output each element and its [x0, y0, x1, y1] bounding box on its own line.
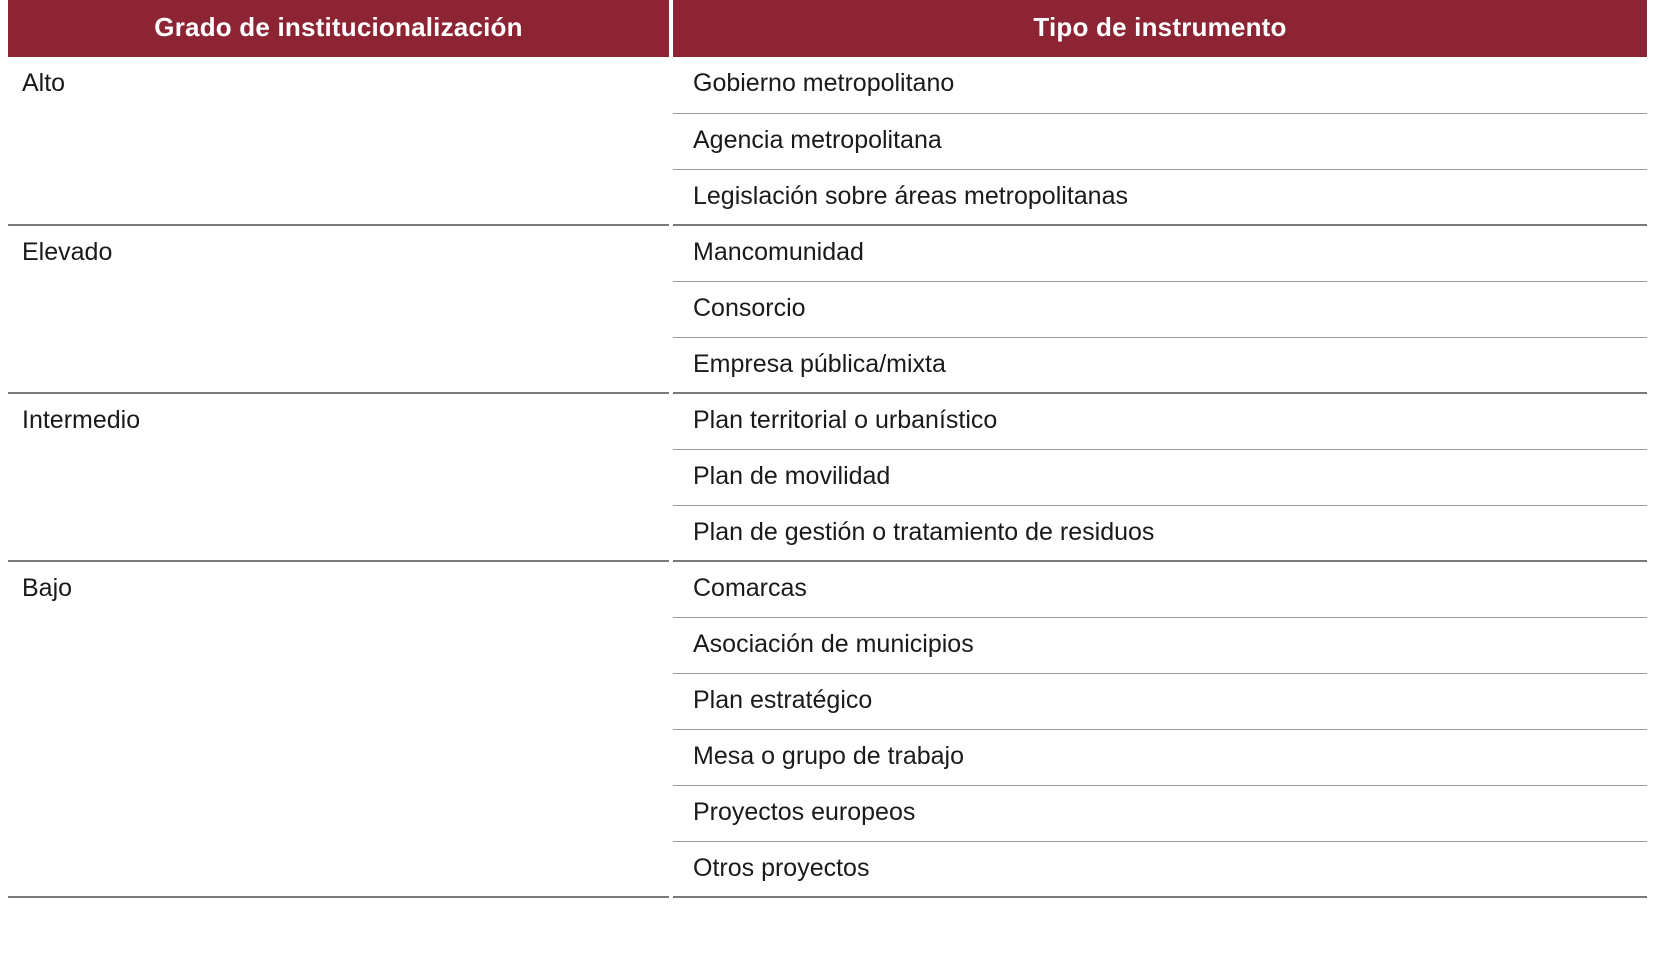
- column-header-grade: Grado de institucionalización: [8, 0, 671, 57]
- bottom-spacer: [8, 898, 1647, 916]
- instrument-cell: Asociación de municipios: [671, 617, 1647, 673]
- instrument-cell: Legislación sobre áreas metropolitanas: [671, 169, 1647, 225]
- grade-label-elevado: Elevado: [8, 225, 671, 393]
- table-row: [8, 393, 1647, 449]
- instrument-cell: Comarcas: [671, 561, 1647, 617]
- table-body: [8, 57, 1647, 897]
- grade-label-alto: Alto: [22, 69, 66, 97]
- instrument-cell: Empresa pública/mixta: [671, 337, 1647, 393]
- table-header: [8, 0, 1647, 57]
- instrument-cell: Gobierno metropolitano: [671, 57, 1647, 113]
- column-header-instrument: Tipo de instrumento: [671, 0, 1647, 57]
- grade-label-intermedio: Intermedio: [8, 393, 671, 561]
- instrument-cell: Consorcio: [671, 281, 1647, 337]
- instrument-cell: Plan de gestión o tratamiento de residuos: [671, 505, 1647, 561]
- instrument-cell: Mancomunidad: [671, 225, 1647, 281]
- table-row: [8, 225, 1647, 281]
- instrument-cell: Mesa o grupo de trabajo: [671, 729, 1647, 785]
- instrument-cell: Otros proyectos: [671, 841, 1647, 897]
- table-row: [8, 57, 1647, 113]
- table-header-row: [8, 0, 1647, 57]
- instrument-cell: Plan territorial o urbanístico: [671, 393, 1647, 449]
- instrument-cell: Proyectos europeos: [671, 785, 1647, 841]
- institutionalization-table: [8, 0, 1647, 898]
- instrument-cell: Plan de movilidad: [671, 449, 1647, 505]
- instrument-cell: Agencia metropolitana: [671, 113, 1647, 169]
- instrument-cell: Plan estratégico: [671, 673, 1647, 729]
- grade-label-bajo: Bajo: [8, 561, 671, 897]
- table-row: [8, 561, 1647, 617]
